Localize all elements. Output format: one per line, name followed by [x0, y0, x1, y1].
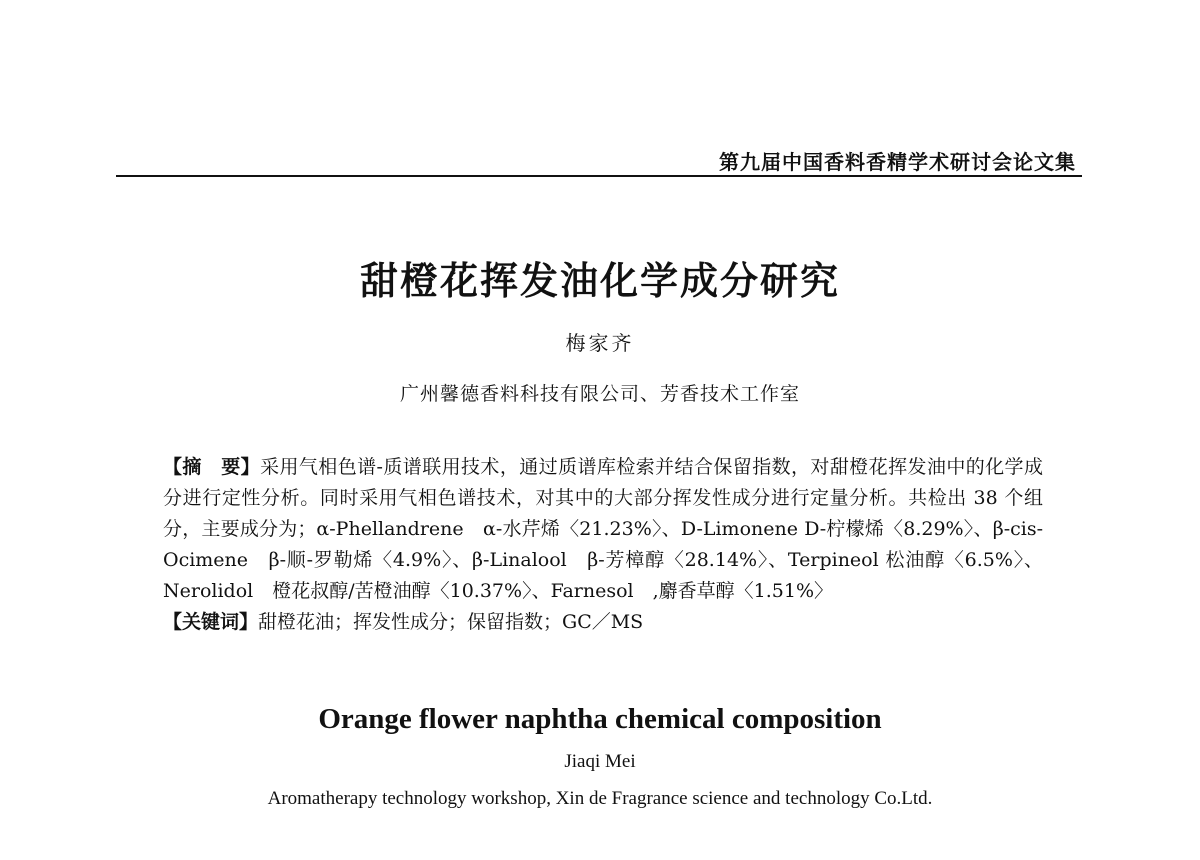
abstract-label: 【摘 要】 — [163, 456, 261, 478]
author-cn: 梅家齐 — [565, 331, 635, 355]
abstract-block — [163, 452, 1043, 638]
affiliation-cn: 广州馨德香料科技有限公司、芳香技术工作室 — [399, 383, 800, 405]
running-header: 第九届中国香料香精学术研讨会论文集 — [719, 150, 1076, 174]
paper-title-en: Orange flower naphtha chemical composition — [318, 703, 882, 735]
affiliation-en: Aromatherapy technology workshop, Xin de Fragrance science and technology Co.Ltd. — [267, 788, 933, 809]
keywords-paragraph — [163, 607, 1043, 638]
paper-title-cn: 甜橙花挥发油化学成分研究 — [359, 259, 840, 303]
author-en: Jiaqi Mei — [564, 751, 636, 772]
abstract-paragraph — [163, 452, 1043, 607]
abstract-text: 采用气相色谱-质谱联用技术，通过质谱库检索并结合保留指数，对甜橙花挥发油中的化学成分进行定性分析。同时采用气相色谱技术，对其中的大部分挥发性成分进行定量分析。共检出 38 个组分，主要成分为；α-Phellandrene α-水芹烯〈21.23%〉、D-Limonene D-柠檬烯〈8.29%〉、β-cis-Ocimene β-顺-罗勒烯〈4.9%〉、β-Linalool β-芳樟醇〈28.14%〉、Terpineol 松油醇〈6.5%〉、Nerolidol 橙花叔醇/苦橙油醇〈10.37%〉、Farnesol ,麝香草醇〈1.51%〉 — [163, 456, 1043, 602]
header-rule — [116, 175, 1082, 177]
keywords-label: 【关键词】 — [163, 611, 259, 633]
keywords-text: 甜橙花油；挥发性成分；保留指数；GC／MS — [258, 611, 644, 633]
